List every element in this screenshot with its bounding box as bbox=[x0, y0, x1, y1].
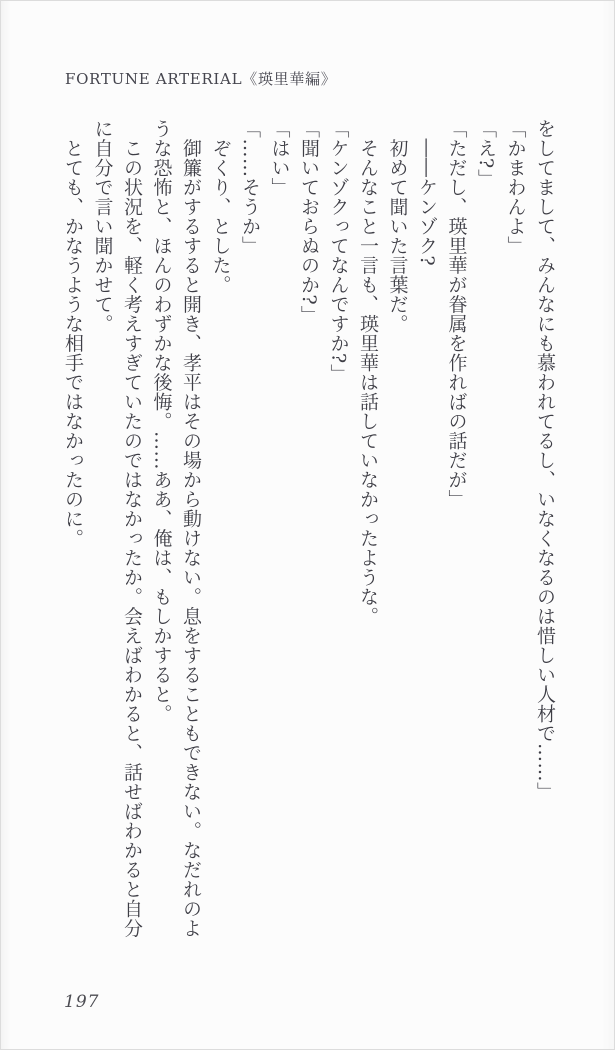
page-number: 197 bbox=[64, 992, 100, 1012]
body-text bbox=[57, 119, 559, 1014]
text-line: 「ケンゾクってなんですか?」 bbox=[327, 119, 350, 384]
text-line: うな恐怖と、ほんのわずかな後悔。……ああ、俺は、もしかすると。 bbox=[150, 119, 173, 724]
text-line: この状況を、軽く考えすぎていたのではなかったか。会えばわかると、話せばわかると自分 bbox=[121, 119, 143, 938]
text-line: に自分で言い聞かせて。 bbox=[91, 119, 114, 334]
text-line: 「聞いておらぬのか?」 bbox=[298, 119, 320, 325]
text-line: 初めて聞いた言葉だ。 bbox=[386, 119, 409, 334]
text-line: 「かまわんよ」 bbox=[504, 119, 527, 256]
text-line: ――ケンゾク? bbox=[416, 119, 438, 267]
running-header: FORTUNE ARTERIAL《瑛里華編》 bbox=[65, 70, 337, 88]
text-line: 「え?」 bbox=[475, 119, 497, 189]
text-line: 御簾がするすると開き、孝平はその場から動けない。息をすることもできない。なだれのよ bbox=[180, 119, 202, 938]
text-line: 「ただし、瑛里華が眷属を作ればの話だが」 bbox=[445, 119, 468, 509]
text-line: 「……そうか」 bbox=[239, 119, 261, 256]
text-line: をしてまして、みんなにも慕われてるし、いなくなるのは惜しい人材で……」 bbox=[534, 119, 556, 802]
text-line: 「はい」 bbox=[268, 119, 291, 197]
text-line: とても、かなうような相手ではなかったのに。 bbox=[62, 119, 84, 548]
text-line: ぞくり、とした。 bbox=[209, 119, 232, 295]
text-line: そんなこと一言も、瑛里華は話していなかったような。 bbox=[357, 119, 379, 626]
